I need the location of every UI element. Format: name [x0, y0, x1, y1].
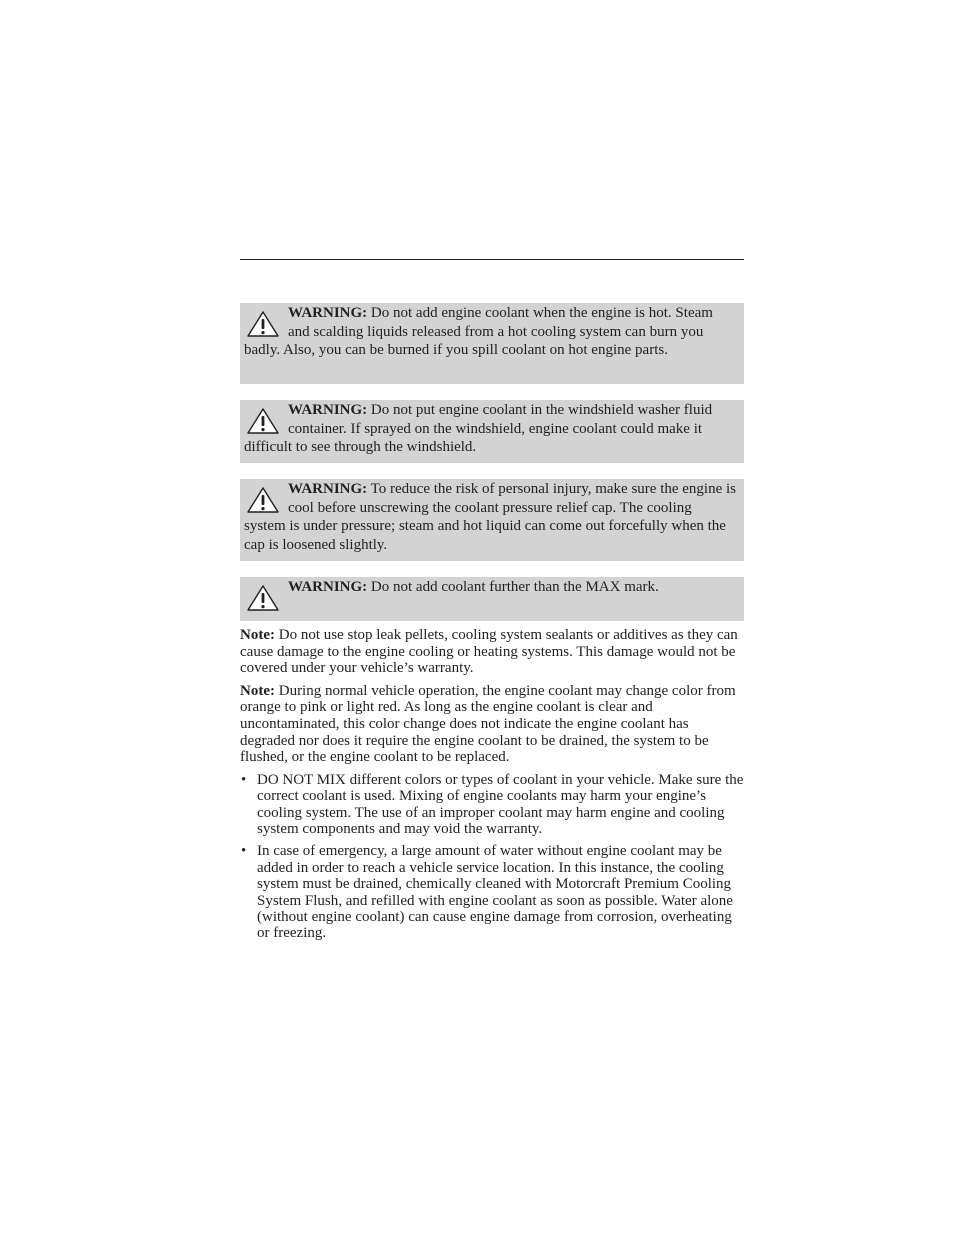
warning-box: [240, 479, 744, 561]
bullet-marker: •: [241, 771, 247, 788]
warning-text: Do not add coolant further than the MAX mark.: [367, 579, 659, 595]
note-paragraph: [240, 627, 744, 677]
note-label: Note:: [240, 627, 275, 643]
warning-text: Do not put engine coolant in the windshield washer fluid container. If sprayed on the windshield, engine coolant could make it difficult to see through the windshield.: [244, 402, 713, 456]
list-item: [240, 843, 744, 941]
page-content: [240, 303, 744, 948]
warning-label: WARNING:: [288, 305, 368, 321]
header-rule: [240, 259, 744, 260]
warning-box: [240, 577, 744, 621]
list-item: [240, 772, 744, 838]
note-text: During normal vehicle operation, the engine coolant may change color from orange to pink or light red. As long as the engine coolant is clear and uncontaminated, this color change does not indicate the engine coolant has degraded nor does it require the engine coolant to be drained, the system to be flushed, or the engine coolant to be replaced.: [240, 682, 736, 766]
warning-triangle-icon: [246, 584, 284, 612]
warning-triangle-icon: [246, 310, 284, 338]
list-item-text: In case of emergency, a large amount of water without engine coolant may be added in order to reach a vehicle service location. In this instance, the cooling system must be drained, chemically cleaned with Motorcraft Premium Cooling System Flush, and refilled with engine coolant as soon as possible. Water alone (without engine coolant) can cause engine damage from corrosion, overheating or freezing.: [257, 843, 733, 942]
note-label: Note:: [240, 682, 275, 699]
warning-label: WARNING:: [288, 402, 368, 418]
warning-box: [240, 303, 744, 384]
note-text: Do not use stop leak pellets, cooling system sealants or additives as they can cause damage to the engine cooling or heating systems. This damage would not be covered under your vehicle’s warranty.: [240, 627, 738, 677]
bullet-marker: •: [241, 843, 247, 860]
bullet-list: [240, 772, 744, 942]
warning-box: [240, 400, 744, 463]
warning-triangle-icon: [246, 486, 284, 514]
warning-label: WARNING:: [288, 481, 368, 497]
warning-text: Do not add engine coolant when the engine is hot. Steam and scalding liquids released from a hot cooling system can burn you badly. Also, you can be burned if you spill coolant on hot engine parts.: [244, 305, 713, 359]
list-item-text: DO NOT MIX different colors or types of coolant in your vehicle. Make sure the correct coolant is used. Mixing of engine coolants may harm your engine’s cooling system. The use of an improper coolant may harm engine and cooling system components and may void the warranty.: [257, 771, 744, 837]
note-paragraph: [240, 683, 744, 766]
warning-triangle-icon: [246, 407, 284, 435]
warning-text: To reduce the risk of personal injury, make sure the engine is cool before unscrewing the coolant pressure relief cap. The cooling system is under pressure; steam and hot liquid can come out forcefully when the cap is loosened slightly.: [244, 481, 737, 553]
warning-label: WARNING:: [288, 579, 368, 595]
